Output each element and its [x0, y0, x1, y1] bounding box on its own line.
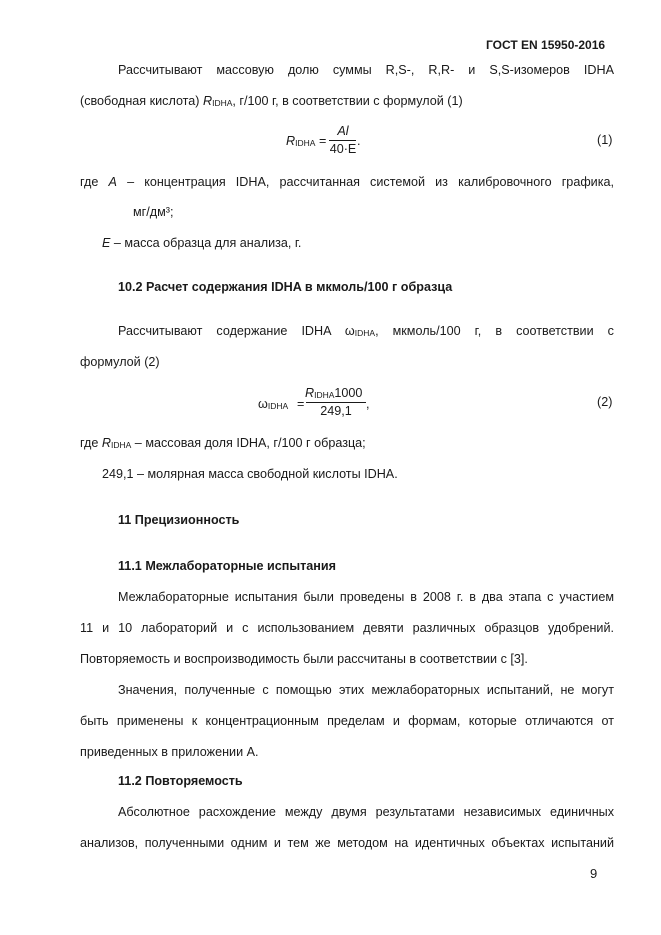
section-11-1-heading: 11.1 Межлабораторные испытания [118, 559, 336, 573]
formula-2-denominator: 249,1 [320, 404, 352, 418]
variable-r: R [203, 94, 213, 108]
formula-1-denominator: 40·E [329, 142, 357, 156]
variable-e: E [102, 236, 111, 250]
subscript-idha: IDHA [212, 98, 233, 108]
where-a-line-2: мг/дм³; [133, 205, 174, 219]
paragraph-1-line-2 [80, 94, 463, 108]
formula-1-equals: = [319, 134, 327, 148]
paragraph-3-line-2: 11 и 10 лабораторий и с использованием девяти различных образцов удобрений. [80, 621, 614, 635]
variable-r: R [286, 134, 296, 148]
formula-2-lhs [258, 397, 288, 411]
subscript-idha: IDHA [267, 401, 289, 411]
subscript-idha: IDHA [314, 390, 335, 400]
variable-r: R [101, 436, 111, 450]
formula-2-equals: = [297, 397, 305, 411]
paragraph-3-line-1: Межлабораторные испытания были проведены в 2008 г. в два этапа с участием [118, 590, 614, 604]
document-code: ГОСТ EN 15950-2016 [486, 38, 606, 52]
text-fragment: – концентрация IDHA, рассчитанная системой из калибровочного графика, [127, 175, 615, 189]
paragraph-5-line-1: Абсолютное расхождение между двумя результатами независимых единичных [118, 805, 614, 819]
variable-omega: ω [258, 397, 268, 411]
variable-r: R [305, 386, 315, 400]
paragraph-4-line-1: Значения, полученные с помощью этих межлабораторных испытаний, не могут [118, 683, 614, 697]
formula-1-lhs [286, 134, 315, 148]
where-a-line-1 [80, 175, 614, 189]
paragraph-2-line-2: формулой (2) [80, 355, 160, 369]
subscript-idha: IDHA [295, 138, 316, 148]
paragraph-2-line-1 [118, 324, 614, 338]
subscript-idha: IDHA [354, 328, 376, 338]
where-r-line [80, 436, 366, 450]
section-10-2-heading: 10.2 Расчет содержания IDHA в мкмоль/100 г образца [118, 280, 453, 294]
text-fragment: , мкмоль/100 г, в соответствии с [375, 324, 614, 338]
variable-omega: ω [344, 324, 355, 338]
section-11-heading: 11 Прецизионность [118, 513, 240, 527]
text-fragment: – масса образца для анализа, г. [113, 236, 302, 250]
subscript-idha: IDHA [111, 440, 132, 450]
paragraph-1-line-1: Рассчитывают массовую долю суммы R,S-, R,R- и S,S-изомеров IDHA [118, 63, 614, 77]
variable-a: A [108, 175, 117, 189]
page-number: 9 [590, 866, 598, 881]
formula-2-numerator [305, 386, 362, 400]
formula-1-numerator: Al [337, 124, 349, 138]
formula-2-number: (2) [597, 395, 613, 409]
text-fragment: – массовая доля IDHA, г/100 г образца; [131, 436, 366, 450]
paragraph-3-line-3: Повторяемость и воспроизводимость были рассчитаны в соответствии с [3]. [80, 652, 528, 666]
fraction-line [329, 140, 356, 141]
paragraph-4-line-3: приведенных в приложении А. [80, 745, 259, 759]
where-molar-mass-line: 249,1 – молярная масса свободной кислоты IDHA. [102, 467, 398, 481]
numerator-constant: 1000 [334, 386, 363, 400]
where-e-line [102, 236, 301, 250]
formula-1-trailing-punct: . [357, 134, 361, 148]
formula-2-trailing-punct: , [366, 397, 370, 411]
text-fragment: , г/100 г, в соответствии с формулой (1) [232, 94, 463, 108]
text-fragment: где [80, 175, 109, 189]
text-fragment: (свободная кислота) [80, 94, 203, 108]
formula-1-number: (1) [597, 133, 613, 147]
section-11-2-heading: 11.2 Повторяемость [118, 774, 243, 788]
paragraph-5-line-2: анализов, полученными одним и тем же методом на идентичных объектах испытаний [80, 836, 614, 850]
text-fragment: где [80, 436, 102, 450]
fraction-line [306, 402, 366, 403]
text-fragment: Рассчитывают содержание IDHA [118, 324, 345, 338]
paragraph-4-line-2: быть применены к концентрационным пределам и формам, которые отличаются от [80, 714, 614, 728]
